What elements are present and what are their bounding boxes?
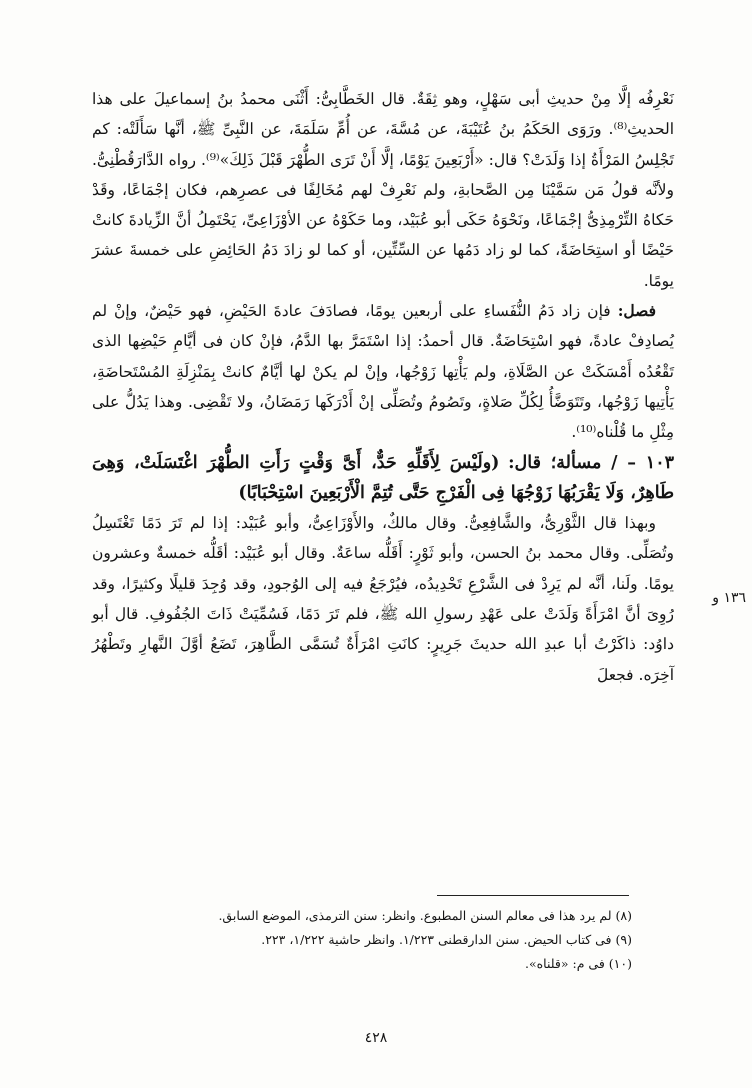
paragraph-1: نَعْرِفُه إلَّا مِنْ حديثِ أبى سَهْلٍ، وهو ثِقَةٌ. قال الخَطَّابِىُّ: أَثْنَى محمدُ بنُ إسماعيلَ على هذا الحديثِ⁽⁸⁾. ورَوَى الحَكَمُ بنُ عُتَيْبَةَ، عن مُسَّةَ، عن أُمِّ سَلَمَةَ، عن النَّبِىِّ ﷺ، أنَّها سَأَلَتْه: كم تَجْلِسُ المَرْأَةُ إذا وَلَدَتْ؟ قال: «أَرْبَعِينَ يَوْمًا، إلَّا أَنْ تَرَى الطُّهْرَ قَبْلَ ذَلِكَ»⁽⁹⁾. رواه الدَّارَقُطْنِىُّ. ولأنَّه قولُ مَن سَمَّيْنَا مِن الصَّحابةِ، ولم نَعْرِفْ لهم مُخَالِفًا فى عصرِهم، فكان إجْمَاعًا، وقَدْ حَكاهُ التِّرْمِذِىُّ إجْمَاعًا، ونَحْوَهُ حَكَى أبو عُبَيْد، وما حَكَوْهُ عن الأوْزَاعِىِّ، يَحْتَمِلُ أنَّ الزِّيادةَ كانتْ حَيْضًا أو استِحَاضَةً، كما لو زاد دَمُها عن السِّتِّين، أو كما لو زادَ دَمُ الحَائِضِ على خمسةَ عشرَ يومًا. (92, 90, 674, 290)
footnote-10: (١٠) فى م: «قلناه». (525, 956, 632, 971)
footnote-8: (٨) لم يرد هذا فى معالم السنن المطبوع. وانظر: سنن الترمذى، الموضع السابق. (218, 908, 632, 923)
issue-heading (92, 448, 674, 509)
footnote-9: (٩) فى كتاب الحيض. سنن الدارقطنى ١/٢٢٣. وانظر حاشية ١/٢٢٢، ٢٢٣. (261, 932, 632, 947)
fasl-text: فإن زاد دَمُ النُّفَساءِ على أربعين يومًا، فصادَفَ عادةَ الحَيْضِ، فهو حَيْضٌ، وإنْ لم يُصادِفْ عادةً، فهو اسْتِحَاضَةٌ. قال أحمدُ: إذا اسْتَمَرَّ بها الدَّمُ، فإنْ كان فى أيَّامِ حَيْضِها الذى تَقْعُدُه أَمْسَكَتْ عن الصَّلَاةِ، ولم يَأْتِها زَوْجُها، وإنْ لم يكنْ لها أيَّامٌ كانتْ بِمَنْزِلَةِ المُسْتَحاضَةِ، يَأْتِيها زَوْجُها، وتَتَوَضَّأُ لِكُلِّ صَلاةٍ، وتَصُومُ وتُصَلِّى إنْ أَدْرَكَها رَمَضَانُ، ولا تَقْضِى. وهذا يَدُلُّ على مِثْلِ ما قُلْناه⁽¹⁰⁾. (92, 302, 674, 442)
manuscript-folio-note: ١٣٦ و (712, 590, 746, 606)
main-text (92, 84, 674, 690)
paragraph-fasl (92, 296, 674, 447)
footnotes (120, 904, 632, 976)
issue-number: ١٠٣ – / مسألة؛ قال: (508, 452, 674, 473)
issue-text: (ولَيْسَ لِأَقَلِّهِ حَدٌّ، أَىَّ وَقْتٍ رَأَتِ الطُّهْرَ اغْتَسَلَتْ، وَهِىَ طَاهِرٌ، وَلَا يَقْرَبُهَا زَوْجُهَا فِى الْفَرْجِ حَتَّى تُتِمَّ الْأَرْبَعِينَ اسْتِحْبَابًا) (92, 452, 674, 503)
paragraph-4: وبهذا قال الثَّوْرِىُّ، والشَّافِعِىُّ. وقال مالكٌ، والأَوْزَاعِىُّ، وأبو عُبَيْد: إذا لم تَرَ دَمًا تَغْتَسِلُ وتُصَلِّى. وقال محمد بنُ الحسن، وأبو ثَوْرٍ: أَقَلُّه ساعَةٌ. وقال أبو عُبَيْد: أقَلُّه خمسةٌ وعشرون يومًا. ولَنا، أنَّه لم يَرِدْ فى الشَّرْعِ تَحْدِيدُه، فيُرْجَعُ فيه إلى الوُجودِ، وقد وُجِدَ قليلًا وكثيرًا، وقد رُوِىَ أنَّ امْرَأَةً وَلَدَتْ على عَهْدِ رسولِ الله ﷺ، فلم تَرَ دَمًا، فَسُمِّيَتْ ذَاتَ الجُفُوفِ. قال أبو داوُد: ذاكَرْتُ أبا عبدِ الله حديثَ جَرِيرٍ: كانَتِ امْرَأَةٌ تُسَمَّى الطَّاهِرَ، تَضَعُ أوَّلَ النَّهارِ وتَطْهُرُ آخِرَه. فجعلَ (92, 514, 674, 684)
footnote-divider (437, 895, 629, 896)
page-number: ٤٢٨ (364, 1030, 388, 1046)
fasl-label: فصل: (617, 301, 656, 321)
